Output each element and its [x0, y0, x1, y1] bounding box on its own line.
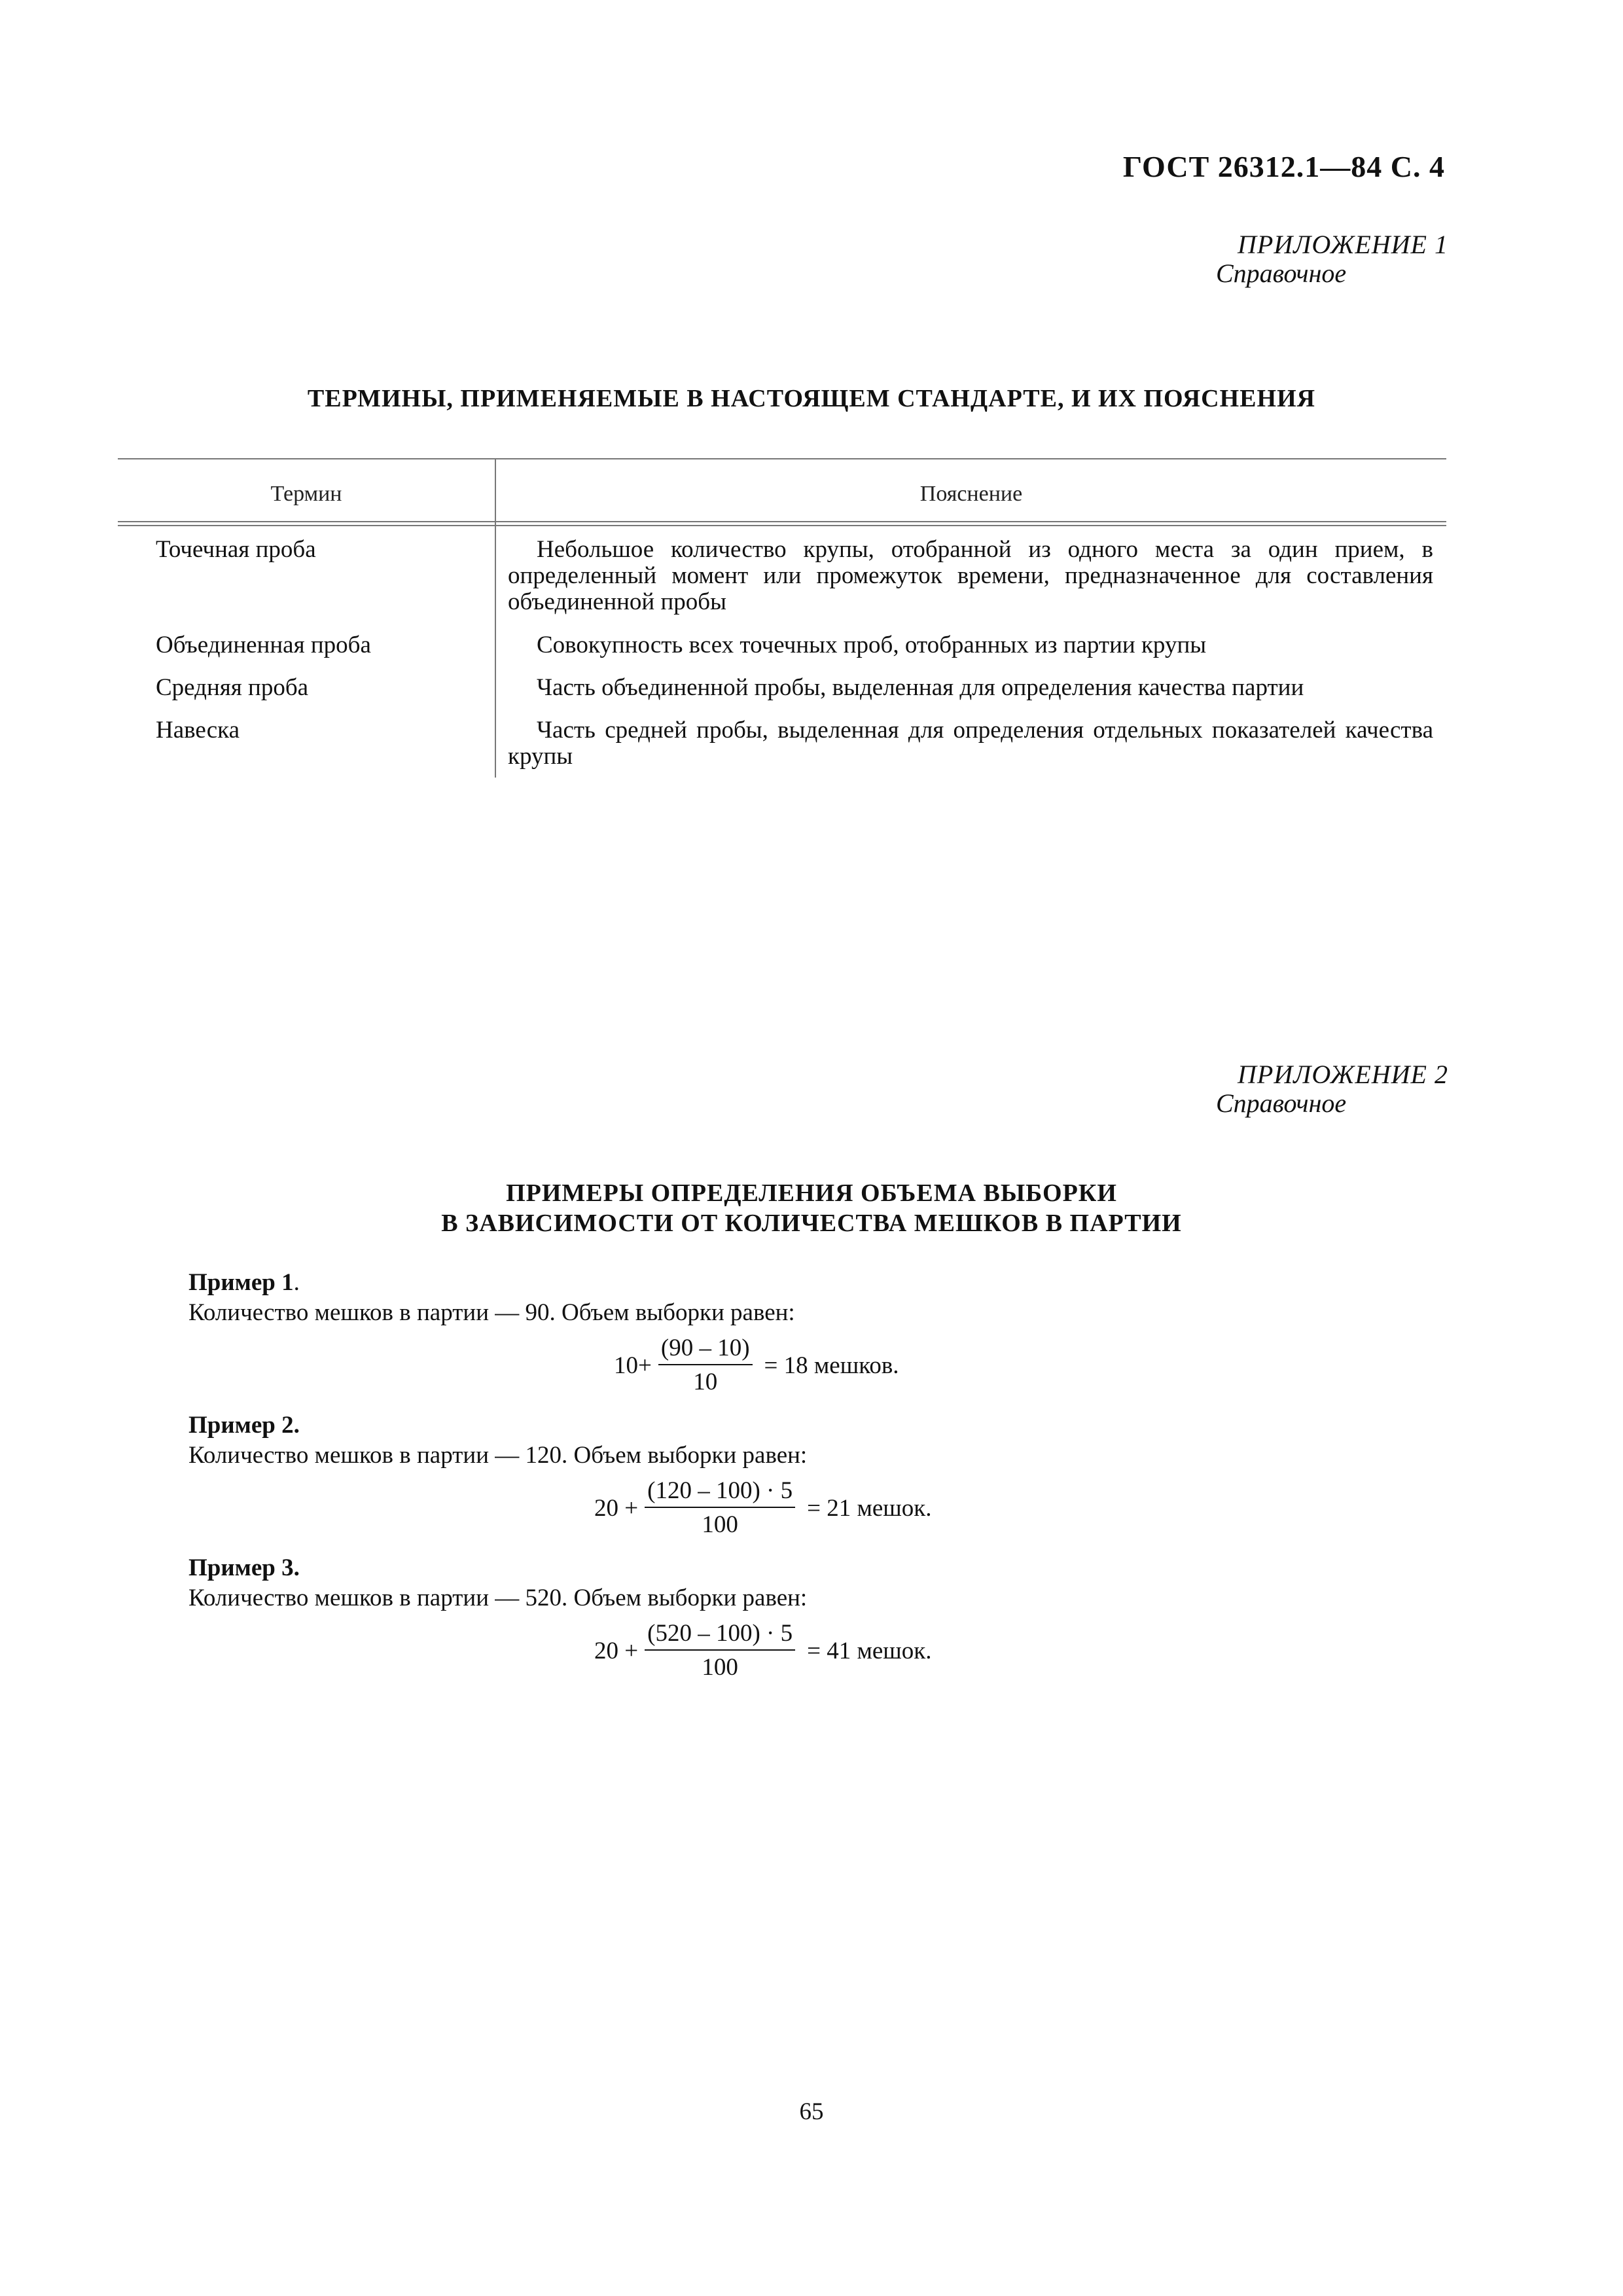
explanation-cell: Небольшое количество крупы, отобранной из одного места за один прием, в определенный момент или промежуток времени, предназначенное для составления объединенной пробы [508, 536, 1433, 615]
formula-result: = 41 мешок. [807, 1637, 932, 1664]
explanation-cell: Часть средней пробы, выделенная для определения отдельных показателей качества крупы [508, 717, 1433, 770]
page-number: 65 [799, 2098, 824, 2125]
appendix-2-kind: Справочное [1216, 1088, 1347, 1118]
formula-fraction [645, 1621, 795, 1681]
example-2-formula [594, 1478, 932, 1538]
example-1-heading-suffix: . [293, 1269, 300, 1296]
appendix-2-title-line-2: В ЗАВИСИМОСТИ ОТ КОЛИЧЕСТВА МЕШКОВ В ПАРТИИ [441, 1210, 1182, 1237]
explanation-cell: Совокупность всех точечных проб, отобранных из партии крупы [537, 632, 1207, 658]
example-3-formula [594, 1621, 932, 1681]
term-cell: Навеска [156, 717, 240, 744]
term-cell: Средняя проба [156, 674, 309, 701]
term-cell: Объединенная проба [156, 632, 371, 658]
fraction-denominator: 10 [693, 1369, 718, 1395]
table-top-rule [118, 458, 1446, 459]
example-3-heading-text: Пример 3. [188, 1554, 300, 1581]
example-2-heading [188, 1411, 300, 1439]
example-1-text: Количество мешков в партии — 90. Объем выборки равен: [188, 1299, 795, 1326]
example-1-heading [188, 1268, 300, 1297]
appendix-2-title [0, 1178, 1623, 1238]
fraction-denominator: 100 [702, 1654, 738, 1681]
example-1-formula [614, 1335, 899, 1395]
appendix-1-title: ТЕРМИНЫ, ПРИМЕНЯЕМЫЕ В НАСТОЯЩЕМ СТАНДАРТЕ, И ИХ ПОЯСНЕНИЯ [307, 385, 1316, 412]
term-cell: Точечная проба [156, 536, 316, 563]
fraction-denominator: 100 [702, 1511, 738, 1538]
formula-result: = 21 мешок. [807, 1494, 932, 1522]
appendix-1-label [1216, 230, 1448, 288]
document-header-code: ГОСТ 26312.1—84 С. 4 [1122, 150, 1445, 183]
formula-lead: 10+ [614, 1352, 652, 1379]
example-3-heading [188, 1554, 300, 1582]
fraction-numerator: (90 – 10) [658, 1335, 753, 1365]
formula-fraction [645, 1478, 795, 1538]
fraction-numerator: (120 – 100) · 5 [645, 1478, 795, 1508]
formula-fraction [658, 1335, 753, 1395]
example-2-text: Количество мешков в партии — 120. Объем выборки равен: [188, 1442, 808, 1469]
column-header-explanation: Пояснение [919, 482, 1023, 506]
formula-lead: 20 + [594, 1637, 639, 1664]
fraction-numerator: (520 – 100) · 5 [645, 1621, 795, 1651]
table-header-rule [118, 521, 1446, 522]
explanation-cell: Часть объединенной пробы, выделенная для определения качества партии [537, 674, 1304, 701]
example-3-text: Количество мешков в партии — 520. Объем выборки равен: [188, 1585, 808, 1611]
appendix-1-number: ПРИЛОЖЕНИЕ 1 [1238, 230, 1448, 259]
appendix-2-number: ПРИЛОЖЕНИЕ 2 [1238, 1060, 1448, 1089]
table-header-rule-double [118, 525, 1446, 526]
appendix-2-label [1216, 1060, 1448, 1118]
formula-result: = 18 мешков. [764, 1352, 899, 1379]
example-2-heading-text: Пример 2. [188, 1412, 300, 1439]
column-header-term: Термин [270, 482, 342, 506]
appendix-2-title-line-1: ПРИМЕРЫ ОПРЕДЕЛЕНИЯ ОБЪЕМА ВЫБОРКИ [506, 1179, 1117, 1207]
appendix-1-kind: Справочное [1216, 259, 1347, 288]
example-1-heading-text: Пример 1 [188, 1269, 294, 1296]
formula-lead: 20 + [594, 1494, 639, 1522]
